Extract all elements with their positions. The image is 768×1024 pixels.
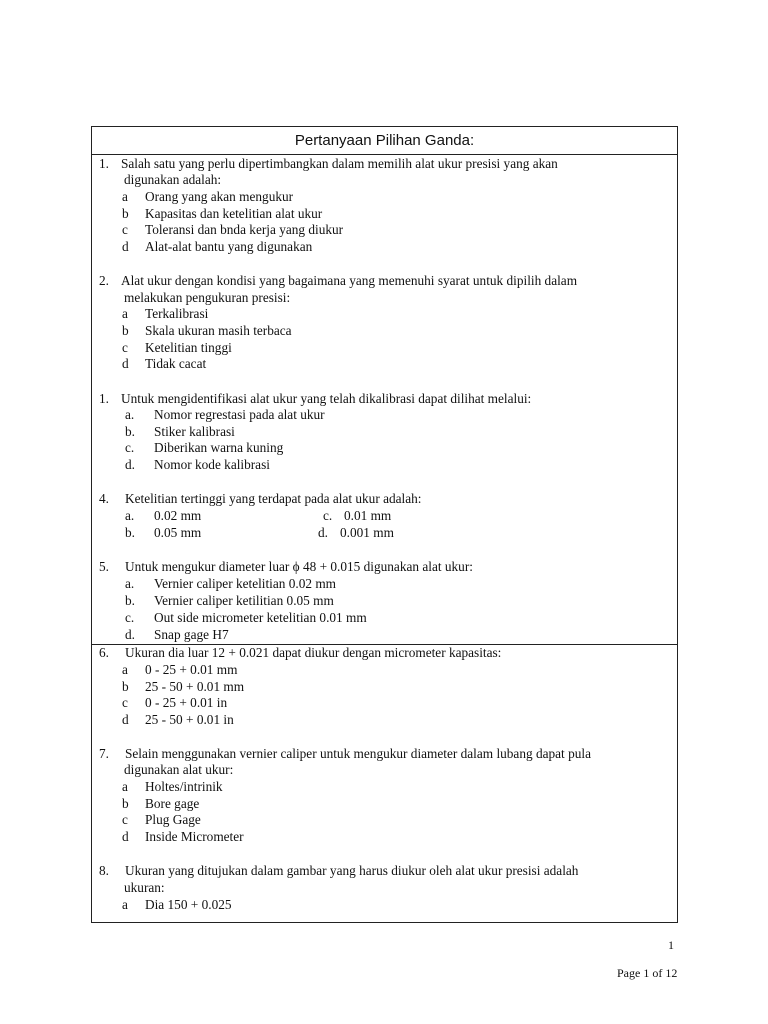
question-number: 1. [99, 156, 109, 171]
option-letter: a [122, 189, 128, 204]
option-text: Nomor kode kalibrasi [154, 457, 270, 472]
question-number: 6. [99, 645, 109, 660]
question-text: Salah satu yang perlu dipertimbangkan dalam memilih alat ukur presisi yang akan [121, 156, 558, 171]
question-text: Selain menggunakan vernier caliper untuk mengukur diameter dalam lubang dapat pula [125, 746, 591, 761]
question-number: 5. [99, 559, 109, 574]
option-letter: d [122, 356, 129, 371]
question-text: Ukuran dia luar 12 + 0.021 dapat diukur dengan micrometer kapasitas: [125, 645, 502, 660]
option-letter: b. [125, 593, 135, 608]
option-text: Tidak cacat [145, 356, 207, 371]
option-text: 0 - 25 + 0.01 in [145, 695, 228, 710]
option-text: Holtes/intrinik [145, 779, 223, 794]
option-text: 25 - 50 + 0.01 mm [145, 679, 245, 694]
question-text: Ketelitian tertinggi yang terdapat pada alat ukur adalah: [125, 491, 422, 506]
option-letter: c. [125, 610, 135, 625]
option-letter: b. [125, 424, 135, 439]
option-text: 0.05 mm [154, 525, 202, 540]
option-letter: c. [125, 440, 135, 455]
option-text: Snap gage H7 [154, 627, 229, 642]
question-text: melakukan pengukuran presisi: [124, 290, 291, 305]
option-text: Toleransi dan bnda kerja yang diukur [145, 222, 344, 237]
option-text: 0.02 mm [154, 508, 202, 523]
option-text: Ketelitian tinggi [145, 340, 232, 355]
option-letter: a [122, 779, 128, 794]
option-letter: a. [125, 407, 135, 422]
option-letter: d [122, 239, 129, 254]
question-text: Alat ukur dengan kondisi yang bagaimana yang memenuhi syarat untuk dipilih dalam [121, 273, 578, 288]
question-text: Ukuran yang ditujukan dalam gambar yang harus diukur oleh alat ukur presisi adalah [125, 863, 579, 878]
option-letter: d [122, 829, 129, 844]
option-text: Stiker kalibrasi [154, 424, 235, 439]
option-text: Terkalibrasi [145, 306, 209, 321]
question-text: Untuk mengukur diameter luar ϕ 48 + 0.015 digunakan alat ukur: [125, 559, 473, 574]
option-text: 0 - 25 + 0.01 mm [145, 662, 238, 677]
option-letter: b [122, 796, 129, 811]
question-text: ukuran: [124, 880, 165, 895]
option-letter: a [122, 897, 128, 912]
question-box [91, 126, 678, 923]
option-letter: c [122, 695, 128, 710]
option-text: Inside Micrometer [145, 829, 244, 844]
option-text: 25 - 50 + 0.01 in [145, 712, 234, 727]
question-number: 2. [99, 273, 109, 288]
option-text: Orang yang akan mengukur [145, 189, 294, 204]
option-text: Out side micrometer ketelitian 0.01 mm [154, 610, 367, 625]
question-text: digunakan adalah: [124, 172, 222, 187]
option-letter: c [122, 812, 128, 827]
section-header: Pertanyaan Pilihan Ganda: [92, 127, 677, 155]
option-text: 0.001 mm [340, 525, 394, 540]
option-text: Bore gage [145, 796, 200, 811]
option-letter: b [122, 323, 129, 338]
option-letter: d. [125, 627, 135, 642]
option-letter: a. [125, 508, 135, 523]
option-letter: c [122, 222, 128, 237]
option-letter: d. [318, 525, 328, 540]
question-text: digunakan alat ukur: [124, 762, 234, 777]
option-letter: b [122, 206, 129, 221]
option-letter: b [122, 679, 129, 694]
option-letter: a. [125, 576, 135, 591]
option-text: Kapasitas dan ketelitian alat ukur [145, 206, 323, 221]
question-number: 1. [99, 391, 109, 406]
option-text: Skala ukuran masih terbaca [145, 323, 292, 338]
option-text: 0.01 mm [344, 508, 392, 523]
option-text: Nomor regrestasi pada alat ukur [154, 407, 325, 422]
option-text: Alat-alat bantu yang digunakan [145, 239, 313, 254]
page-number: 1 [668, 938, 674, 952]
option-letter: c [122, 340, 128, 355]
option-text: Vernier caliper ketilitian 0.05 mm [154, 593, 334, 608]
option-text: Dia 150 + 0.025 [145, 897, 232, 912]
question-number: 7. [99, 746, 109, 761]
option-text: Diberikan warna kuning [154, 440, 284, 455]
question-number: 4. [99, 491, 109, 506]
option-letter: b. [125, 525, 135, 540]
option-text: Plug Gage [145, 812, 201, 827]
option-letter: d. [125, 457, 135, 472]
question-number: 8. [99, 863, 109, 878]
option-letter: c. [323, 508, 333, 523]
option-text: Vernier caliper ketelitian 0.02 mm [154, 576, 337, 591]
option-letter: a [122, 306, 128, 321]
page-label: Page 1 of 12 [617, 966, 678, 980]
question-text: Untuk mengidentifikasi alat ukur yang telah dikalibrasi dapat dilihat melalui: [121, 391, 532, 406]
option-letter: a [122, 662, 128, 677]
option-letter: d [122, 712, 129, 727]
